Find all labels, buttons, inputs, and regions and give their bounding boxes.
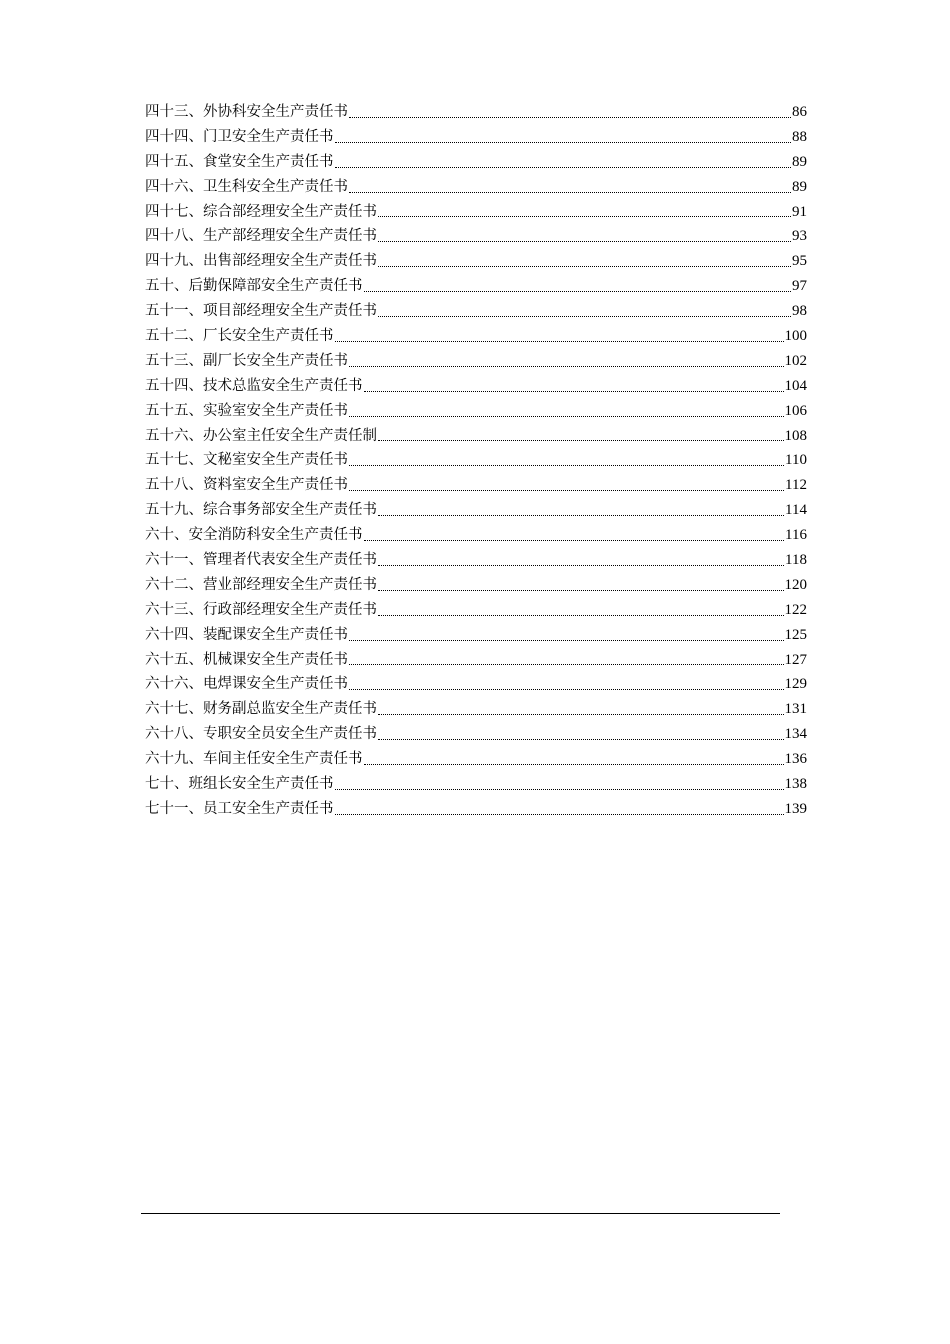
toc-entry-page: 131: [784, 701, 807, 718]
toc-entry-title: 五十六、办公室主任安全生产责任制: [145, 427, 377, 444]
toc-entry[interactable]: [145, 648, 807, 673]
toc-entry[interactable]: [145, 623, 807, 648]
toc-entry-title: 四十三、外协科安全生产责任书: [145, 103, 348, 120]
toc-dot-leader: [378, 565, 784, 566]
toc-entry-page: 112: [785, 477, 807, 494]
toc-entry[interactable]: [145, 548, 807, 573]
toc-entry-page: 108: [784, 427, 807, 444]
toc-entry[interactable]: [145, 424, 807, 449]
toc-entry-page: 129: [784, 676, 807, 693]
toc-entry[interactable]: [145, 224, 807, 249]
table-of-contents: [145, 100, 807, 822]
toc-entry[interactable]: [145, 772, 807, 797]
toc-dot-leader: [349, 416, 784, 417]
toc-dot-leader: [378, 440, 784, 441]
toc-dot-leader: [364, 764, 784, 765]
toc-entry-page: 125: [784, 626, 807, 643]
toc-dot-leader: [335, 814, 784, 815]
toc-dot-leader: [378, 515, 784, 516]
toc-dot-leader: [378, 266, 791, 267]
toc-entry-title: 五十七、文秘室安全生产责任书: [145, 452, 348, 469]
toc-entry-page: 118: [785, 552, 807, 569]
toc-entry-page: 100: [784, 328, 807, 344]
toc-entry-page: 86: [792, 103, 807, 120]
toc-entry-title: 四十八、生产部经理安全生产责任书: [145, 228, 377, 245]
toc-dot-leader: [378, 590, 784, 591]
toc-entry-title: 四十六、卫生科安全生产责任书: [145, 178, 348, 195]
toc-entry[interactable]: [145, 175, 807, 200]
toc-entry[interactable]: [145, 473, 807, 498]
toc-entry-page: 138: [784, 776, 807, 793]
toc-entry[interactable]: [145, 399, 807, 424]
toc-dot-leader: [349, 640, 784, 641]
toc-entry[interactable]: [145, 324, 807, 349]
toc-entry[interactable]: [145, 200, 807, 225]
toc-entry-page: 97: [792, 278, 807, 295]
toc-entry[interactable]: [145, 523, 807, 548]
toc-entry[interactable]: [145, 448, 807, 473]
toc-dot-leader: [378, 615, 784, 616]
toc-entry[interactable]: [145, 150, 807, 175]
toc-dot-leader: [349, 465, 784, 466]
toc-entry-title: 六十七、财务副总监安全生产责任书: [145, 701, 377, 718]
toc-entry-title: 五十八、资料室安全生产责任书: [145, 477, 348, 494]
toc-entry[interactable]: [145, 349, 807, 374]
toc-entry[interactable]: [145, 573, 807, 598]
toc-entry[interactable]: [145, 498, 807, 523]
toc-entry-page: 114: [785, 502, 807, 519]
toc-entry-page: 106: [784, 402, 807, 419]
toc-dot-leader: [335, 341, 784, 342]
toc-entry-page: 95: [792, 253, 807, 270]
toc-entry-page: 104: [784, 377, 807, 394]
toc-entry-page: 102: [784, 352, 807, 369]
toc-entry-title: 六十八、专职安全员安全生产责任书: [145, 726, 377, 743]
toc-entry-title: 六十、安全消防科安全生产责任书: [145, 527, 363, 544]
toc-entry-title: 五十二、厂长安全生产责任书: [145, 328, 334, 344]
toc-entry[interactable]: [145, 299, 807, 324]
toc-entry-title: 六十六、电焊课安全生产责任书: [145, 676, 348, 693]
toc-dot-leader: [378, 714, 784, 715]
toc-dot-leader: [364, 391, 784, 392]
toc-dot-leader: [349, 664, 784, 665]
toc-entry-page: 134: [784, 726, 807, 743]
toc-entry-page: 98: [792, 303, 807, 320]
toc-entry-title: 六十五、机械课安全生产责任书: [145, 651, 348, 668]
toc-entry-title: 五十四、技术总监安全生产责任书: [145, 377, 363, 394]
toc-dot-leader: [349, 117, 791, 118]
toc-entry-title: 六十九、车间主任安全生产责任书: [145, 751, 363, 768]
toc-entry[interactable]: [145, 672, 807, 697]
toc-entry[interactable]: [145, 747, 807, 772]
toc-entry-page: 122: [784, 601, 807, 618]
toc-entry-title: 六十一、管理者代表安全生产责任书: [145, 552, 377, 569]
toc-entry-title: 五十、后勤保障部安全生产责任书: [145, 278, 363, 295]
toc-entry-title: 四十四、门卫安全生产责任书: [145, 128, 334, 145]
toc-dot-leader: [378, 241, 791, 242]
toc-entry-title: 五十九、综合事务部安全生产责任书: [145, 502, 377, 519]
toc-entry-page: 139: [784, 800, 807, 817]
toc-entry-title: 七十一、员工安全生产责任书: [145, 800, 334, 817]
toc-entry-page: 93: [792, 228, 807, 245]
toc-entry-title: 六十三、行政部经理安全生产责任书: [145, 601, 377, 618]
toc-entry-title: 四十九、出售部经理安全生产责任书: [145, 253, 377, 270]
toc-dot-leader: [335, 167, 792, 168]
toc-dot-leader: [335, 789, 784, 790]
toc-entry[interactable]: [145, 274, 807, 299]
toc-dot-leader: [378, 216, 791, 217]
toc-dot-leader: [364, 540, 785, 541]
toc-entry[interactable]: [145, 374, 807, 399]
toc-entry[interactable]: [145, 722, 807, 747]
toc-entry-page: 116: [785, 527, 807, 544]
toc-entry-title: 五十五、实验室安全生产责任书: [145, 402, 348, 419]
toc-dot-leader: [378, 739, 784, 740]
toc-entry-page: 127: [784, 651, 807, 668]
toc-entry-page: 88: [792, 128, 807, 145]
toc-entry-page: 110: [785, 452, 807, 469]
toc-entry[interactable]: [145, 100, 807, 125]
toc-entry-title: 六十二、营业部经理安全生产责任书: [145, 576, 377, 593]
toc-entry-page: 89: [792, 153, 807, 170]
toc-entry-page: 91: [792, 203, 807, 220]
toc-dot-leader: [378, 316, 791, 317]
toc-entry-page: 120: [784, 576, 807, 593]
toc-dot-leader: [349, 366, 784, 367]
toc-entry-page: 89: [792, 178, 807, 195]
toc-entry-title: 七十、班组长安全生产责任书: [145, 776, 334, 793]
toc-entry[interactable]: [145, 598, 807, 623]
toc-dot-leader: [349, 490, 784, 491]
toc-dot-leader: [364, 291, 792, 292]
toc-entry[interactable]: [145, 697, 807, 722]
toc-entry-title: 五十一、项目部经理安全生产责任书: [145, 303, 377, 320]
footer-divider: [141, 1213, 780, 1214]
toc-entry-title: 四十五、食堂安全生产责任书: [145, 153, 334, 170]
toc-entry-title: 四十七、综合部经理安全生产责任书: [145, 203, 377, 220]
toc-entry[interactable]: [145, 797, 807, 822]
toc-entry-page: 136: [784, 751, 807, 768]
toc-dot-leader: [349, 689, 784, 690]
toc-entry[interactable]: [145, 125, 807, 150]
toc-dot-leader: [335, 142, 792, 143]
toc-entry-title: 五十三、副厂长安全生产责任书: [145, 352, 348, 369]
toc-entry[interactable]: [145, 249, 807, 274]
toc-entry-title: 六十四、装配课安全生产责任书: [145, 626, 348, 643]
toc-dot-leader: [349, 192, 791, 193]
